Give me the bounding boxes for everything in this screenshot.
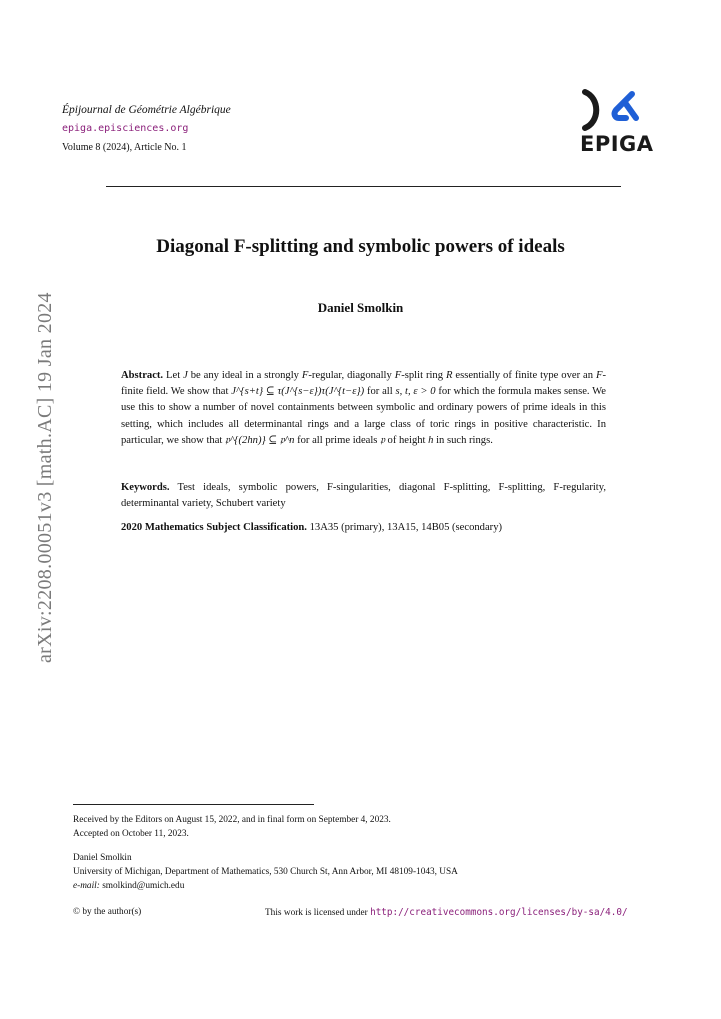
math-var: J (183, 370, 188, 381)
abstract-text: of height (384, 434, 429, 446)
math-var: R (445, 370, 453, 381)
journal-name: Épijournal de Géométrie Algébrique (62, 104, 231, 116)
abstract-text: be any ideal in a strongly (187, 370, 302, 381)
journal-volume: Volume 8 (2024), Article No. 1 (62, 142, 187, 153)
abstract-text: -regular, diagonally (308, 370, 395, 381)
epiga-logo (580, 88, 660, 158)
license-line (265, 906, 628, 920)
abstract-text: -split ring (401, 370, 446, 381)
keywords-label: Keywords. (121, 482, 170, 493)
abstract-text: -finite field. We show that (121, 370, 607, 398)
math-formula: J^{s+t} ⊆ τ(J^{s−ε})τ(J^{t−ε}) (231, 386, 365, 398)
msc-classification (121, 520, 606, 536)
keywords (121, 480, 606, 512)
abstract-label: Abstract. (121, 370, 164, 381)
license-link[interactable]: http://creativecommons.org/licenses/by-sa/4.0/ (370, 907, 628, 918)
abstract-text: for all prime ideals (294, 434, 381, 446)
footnote-divider (73, 804, 314, 805)
received-date: Received by the Editors on August 15, 2022, and in final form on September 4, 2023. (73, 815, 391, 825)
abstract-text: for all (364, 386, 396, 398)
email-label: e-mail: (73, 881, 100, 891)
math-formula: 𝔭^{(2hn)} ⊆ 𝔭^n (225, 434, 295, 446)
paper-title: Diagonal F-splitting and symbolic powers of ideals (156, 236, 565, 257)
math-var: F (394, 370, 402, 381)
arxiv-stamp[interactable]: arXiv:2208.00051v3 [math.AC] 19 Jan 2024 (34, 292, 56, 663)
author-email-line (73, 880, 184, 893)
math-var: h (428, 434, 434, 446)
msc-label: 2020 Mathematics Subject Classification. (121, 522, 307, 533)
math-var: F (301, 370, 309, 381)
abstract-text: for which the formula makes sense. We use this to show a number of novel containments between symbolic and ordinary powers of prime ideals in this setting, which includes all determinantal rings and a large class of toric rings in positive characteristic. In particular, we show that (121, 386, 607, 446)
abstract (121, 368, 606, 449)
journal-url-link[interactable]: epiga.episciences.org (62, 123, 189, 134)
author-affiliation: University of Michigan, Department of Mathematics, 530 Church St, Ann Arbor, MI 48109-1043, USA (73, 867, 458, 877)
math-var: F (596, 370, 603, 381)
abstract-text: Let (163, 370, 184, 381)
logo-wordmark: EPIGA (580, 132, 654, 156)
accepted-date: Accepted on October 11, 2023. (73, 829, 189, 839)
author-email[interactable]: smolkind@umich.edu (102, 881, 185, 891)
abstract-text: essentially of finite type over an (452, 370, 596, 381)
header-divider (106, 186, 621, 187)
copyright: © by the author(s) (73, 907, 142, 917)
footer-author-name: Daniel Smolkin (73, 853, 132, 863)
msc-text: 13A35 (primary), 13A15, 14B05 (secondary) (306, 522, 503, 533)
license-text: This work is licensed under (265, 908, 371, 918)
math-var: 𝔭 (380, 434, 385, 446)
paper-author: Daniel Smolkin (317, 300, 404, 315)
keywords-text: Test ideals, symbolic powers, F-singularities, diagonal F-splitting, F-splitting, F-regularity, determinantal variety, Schubert variety (121, 482, 606, 509)
epiga-logo-icon (580, 88, 660, 132)
math-formula: s, t, ε > 0 (395, 386, 436, 398)
abstract-text: in such rings. (433, 434, 493, 446)
